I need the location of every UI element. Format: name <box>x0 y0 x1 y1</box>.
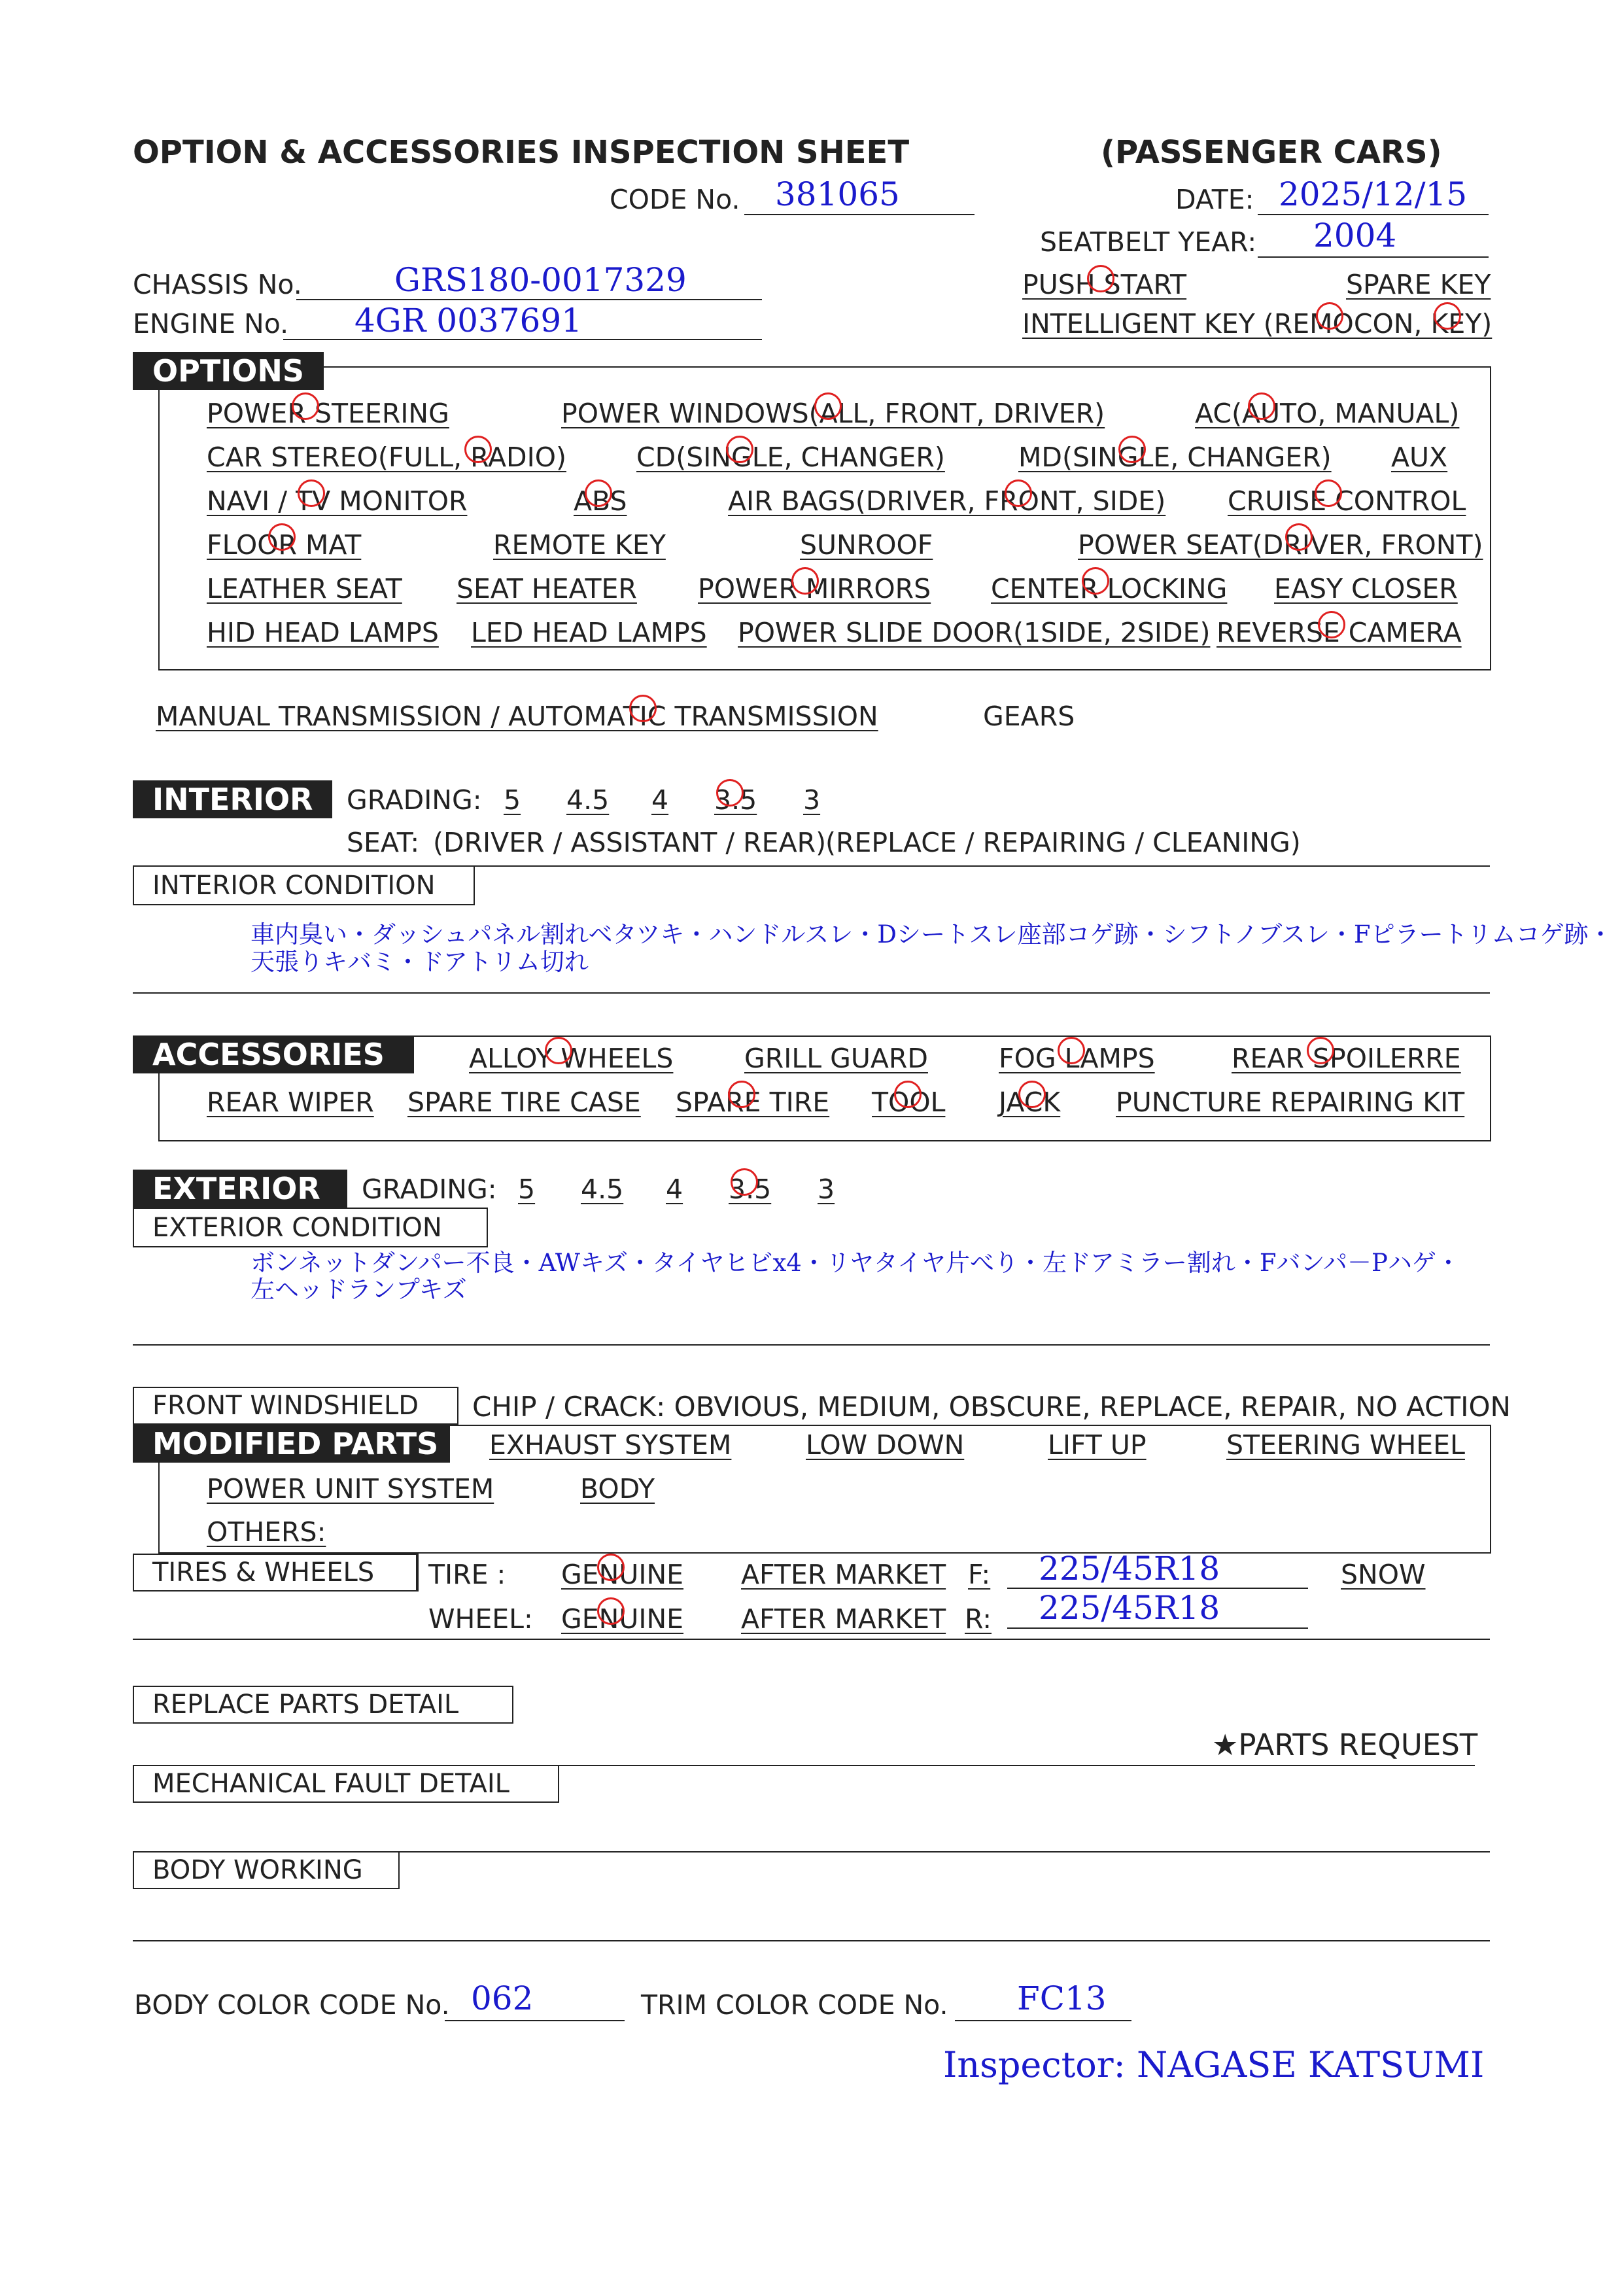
exterior-grade-4-5[interactable]: 4.5 <box>581 1174 624 1205</box>
option-easy-closer[interactable]: EASY CLOSER <box>1274 573 1458 604</box>
front-windshield-label: FRONT WINDSHIELD <box>133 1387 458 1425</box>
code-value: 381065 <box>775 175 900 213</box>
code-label: CODE No. <box>610 184 740 215</box>
check-circle <box>298 479 325 507</box>
transmission-option[interactable]: MANUAL TRANSMISSION / AUTOMATIC TRANSMISSION <box>156 701 878 732</box>
sheet-subtitle: (PASSENGER CARS) <box>1101 134 1442 171</box>
seatbelt-label: SEATBELT YEAR: <box>1040 226 1257 258</box>
seat-actions[interactable]: (REPLACE / REPAIRING / CLEANING) <box>825 827 1301 858</box>
seatbelt-field-line <box>1258 256 1489 258</box>
option-center-locking[interactable]: CENTER LOCKING <box>991 573 1228 604</box>
replace-parts-detail-label: REPLACE PARTS DETAIL <box>133 1686 513 1724</box>
modified-steering-wheel[interactable]: STEERING WHEEL <box>1226 1429 1465 1461</box>
date-label: DATE: <box>1175 184 1254 215</box>
interior-header: INTERIOR <box>133 780 332 818</box>
accessory-puncture-kit[interactable]: PUNCTURE REPAIRING KIT <box>1116 1087 1465 1118</box>
exterior-condition-label: EXTERIOR CONDITION <box>133 1208 488 1247</box>
exterior-header: EXTERIOR <box>133 1170 347 1208</box>
tires-divider-bottom <box>133 1639 1490 1640</box>
check-circle <box>1118 436 1146 463</box>
exterior-notes-line-1: ボンネットダンパー不良・AWキズ・タイヤヒビx4・リヤタイヤ片べり・左ドアミラー割れ・Fバンパ－Pハゲ・ <box>250 1249 1460 1277</box>
body-working-label: BODY WORKING <box>133 1851 400 1889</box>
inspector-signature: Inspector: NAGASE KATSUMI <box>943 2044 1485 2085</box>
exterior-grading-label: GRADING: <box>362 1174 497 1205</box>
windshield-options[interactable]: CHIP / CRACK: OBVIOUS, MEDIUM, OBSCURE, REPLACE, REPAIR, NO ACTION <box>472 1391 1511 1423</box>
check-circle <box>1307 1037 1334 1064</box>
gears-label: GEARS <box>983 701 1075 732</box>
check-circle <box>1315 479 1342 507</box>
interior-notes-line-2: 天張りキバミ・ドアトリム切れ <box>250 948 589 976</box>
body-color-label: BODY COLOR CODE No. <box>134 1989 450 2021</box>
exterior-notes-line-2: 左ヘッドランプキズ <box>250 1276 467 1304</box>
check-circle <box>585 479 612 507</box>
wheel-after-market-option[interactable]: AFTER MARKET <box>741 1603 946 1635</box>
modified-parts-header: MODIFIED PARTS <box>133 1425 450 1463</box>
check-circle <box>814 392 842 420</box>
option-remote-key[interactable]: REMOTE KEY <box>493 529 666 561</box>
option-aux[interactable]: AUX <box>1391 442 1448 473</box>
tire-genuine-option[interactable]: GENUINE <box>561 1559 684 1590</box>
accessory-tool[interactable]: TOOL <box>872 1087 946 1118</box>
push-start-option[interactable]: PUSH START <box>1022 269 1187 300</box>
option-car-stereo[interactable]: CAR STEREO(FULL, RADIO) <box>207 442 566 473</box>
modified-exhaust-system[interactable]: EXHAUST SYSTEM <box>489 1429 732 1461</box>
check-circle <box>1018 1081 1046 1108</box>
option-md[interactable]: MD(SINGLE, CHANGER) <box>1018 442 1332 473</box>
check-circle <box>597 1554 625 1581</box>
trim-color-value: FC13 <box>1017 1979 1107 2017</box>
check-circle <box>1434 302 1461 330</box>
chassis-field-line <box>296 299 762 300</box>
check-circle <box>1005 479 1032 507</box>
chassis-value: GRS180-0017329 <box>394 261 687 299</box>
check-circle <box>292 392 319 420</box>
body-color-line <box>445 2020 625 2021</box>
option-led-head-lamps[interactable]: LED HEAD LAMPS <box>471 617 707 648</box>
snow-option[interactable]: SNOW <box>1341 1559 1426 1590</box>
option-power-windows[interactable]: POWER WINDOWS(ALL, FRONT, DRIVER) <box>561 398 1105 429</box>
interior-grade-4-5[interactable]: 4.5 <box>566 784 610 816</box>
accessory-fog-lamps[interactable]: FOG LAMPS <box>999 1043 1155 1074</box>
exterior-grade-3[interactable]: 3 <box>818 1174 835 1205</box>
tires-wheels-separator <box>417 1554 419 1592</box>
accessories-header: ACCESSORIES <box>133 1035 414 1073</box>
options-header: OPTIONS <box>133 352 324 390</box>
seat-label: SEAT: <box>347 827 420 858</box>
option-navi-tv[interactable]: NAVI / TV MONITOR <box>207 485 468 517</box>
check-circle <box>791 567 819 595</box>
option-floor-mat[interactable]: FLOOR MAT <box>207 529 362 561</box>
check-circle <box>1285 523 1313 551</box>
body-color-value: 062 <box>471 1979 534 2017</box>
engine-value: 4GR 0037691 <box>354 302 582 339</box>
accessory-spare-tire-case[interactable]: SPARE TIRE CASE <box>407 1087 641 1118</box>
modified-lift-up[interactable]: LIFT UP <box>1048 1429 1147 1461</box>
rear-size-line <box>1007 1627 1308 1629</box>
accessory-grill-guard[interactable]: GRILL GUARD <box>744 1043 928 1074</box>
interior-grade-5[interactable]: 5 <box>504 784 521 816</box>
modified-power-unit-system[interactable]: POWER UNIT SYSTEM <box>207 1473 494 1505</box>
check-circle <box>894 1081 922 1108</box>
option-abs[interactable]: ABS <box>574 485 627 517</box>
exterior-divider-bottom <box>133 1344 1490 1346</box>
chassis-label: CHASSIS No. <box>133 269 302 300</box>
sheet-title: OPTION & ACCESSORIES INSPECTION SHEET <box>133 134 910 171</box>
interior-grade-4[interactable]: 4 <box>651 784 669 816</box>
option-power-steering[interactable]: POWER STEERING <box>207 398 449 429</box>
check-circle <box>1316 302 1343 330</box>
date-field-line <box>1258 214 1489 215</box>
spare-key-option[interactable]: SPARE KEY <box>1346 269 1491 300</box>
interior-divider-bottom <box>133 992 1490 994</box>
seat-positions[interactable]: (DRIVER / ASSISTANT / REAR) <box>433 827 827 858</box>
option-ac[interactable]: AC(AUTO, MANUAL) <box>1195 398 1460 429</box>
option-leather-seat[interactable]: LEATHER SEAT <box>207 573 402 604</box>
interior-notes-line-1: 車内臭い・ダッシュパネル割れベタツキ・ハンドルスレ・Dシートスレ座部コゲ跡・シフトノブスレ・Fピラートリムコゲ跡・ <box>250 920 1613 948</box>
front-size-label: F: <box>968 1559 991 1590</box>
engine-label: ENGINE No. <box>133 308 289 339</box>
accessory-jack[interactable]: JACK <box>999 1087 1061 1118</box>
rear-size-value: 225/45R18 <box>1039 1589 1220 1627</box>
intelligent-key-option[interactable]: INTELLIGENT KEY (REMOCON, KEY) <box>1022 308 1493 339</box>
check-circle <box>716 779 744 807</box>
wheel-label: WHEEL: <box>428 1603 533 1635</box>
engine-field-line <box>283 339 762 340</box>
option-hid-head-lamps[interactable]: HID HEAD LAMPS <box>207 617 439 648</box>
body-working-divider <box>133 1940 1490 1941</box>
check-circle <box>1082 567 1109 595</box>
interior-grade-3-5[interactable]: 3.5 <box>714 784 757 816</box>
front-size-value: 225/45R18 <box>1039 1550 1220 1588</box>
tire-after-market-option[interactable]: AFTER MARKET <box>741 1559 946 1590</box>
option-air-bags[interactable]: AIR BAGS(DRIVER, FRONT, SIDE) <box>728 485 1166 517</box>
seatbelt-value: 2004 <box>1313 217 1397 254</box>
interior-grade-3[interactable]: 3 <box>803 784 821 816</box>
option-cruise-control[interactable]: CRUISE CONTROL <box>1228 485 1466 517</box>
trim-color-label: TRIM COLOR CODE No. <box>641 1989 948 2021</box>
check-circle <box>1058 1037 1085 1064</box>
check-circle <box>728 1081 755 1108</box>
option-cd[interactable]: CD(SINGLE, CHANGER) <box>636 442 945 473</box>
rear-size-label: R: <box>965 1603 992 1635</box>
option-power-mirrors[interactable]: POWER MIRRORS <box>698 573 931 604</box>
exterior-grade-3-5[interactable]: 3.5 <box>729 1174 772 1205</box>
parts-request-label: ★PARTS REQUEST <box>1212 1728 1478 1762</box>
check-circle <box>629 695 657 722</box>
check-circle <box>597 1597 625 1625</box>
accessory-spare-tire[interactable]: SPARE TIRE <box>676 1087 830 1118</box>
date-value: 2025/12/15 <box>1279 175 1468 213</box>
check-circle <box>726 436 753 463</box>
check-circle <box>268 523 296 551</box>
code-field-line <box>744 214 975 215</box>
modified-body[interactable]: BODY <box>580 1473 655 1505</box>
mechanical-fault-detail-label: MECHANICAL FAULT DETAIL <box>133 1765 559 1803</box>
check-circle <box>545 1037 572 1064</box>
interior-condition-label: INTERIOR CONDITION <box>133 865 475 905</box>
option-reverse-camera[interactable]: REVERSE CAMERA <box>1216 617 1462 648</box>
option-power-slide-door[interactable]: POWER SLIDE DOOR(1SIDE, 2SIDE) <box>738 617 1211 648</box>
wheel-genuine-option[interactable]: GENUINE <box>561 1603 684 1635</box>
accessory-alloy-wheels[interactable]: ALLOY WHEELS <box>469 1043 674 1074</box>
tire-label: TIRE : <box>428 1559 506 1590</box>
modified-low-down[interactable]: LOW DOWN <box>806 1429 965 1461</box>
option-sunroof[interactable]: SUNROOF <box>800 529 933 561</box>
check-circle <box>1248 392 1275 420</box>
option-power-seat[interactable]: POWER SEAT(DRIVER, FRONT) <box>1078 529 1483 561</box>
option-seat-heater[interactable]: SEAT HEATER <box>457 573 637 604</box>
check-circle <box>464 436 492 463</box>
accessory-rear-wiper[interactable]: REAR WIPER <box>207 1087 374 1118</box>
check-circle <box>1318 611 1345 638</box>
exterior-grade-5[interactable]: 5 <box>518 1174 536 1205</box>
check-circle <box>731 1168 758 1196</box>
trim-color-line <box>955 2020 1131 2021</box>
check-circle <box>1087 265 1114 292</box>
tires-wheels-label: TIRES & WHEELS <box>133 1554 417 1592</box>
exterior-grade-4[interactable]: 4 <box>666 1174 683 1205</box>
accessory-rear-spoiler[interactable]: REAR SPOILERRE <box>1232 1043 1461 1074</box>
interior-grading-label: GRADING: <box>347 784 482 816</box>
modified-others-label: OTHERS: <box>207 1516 326 1548</box>
